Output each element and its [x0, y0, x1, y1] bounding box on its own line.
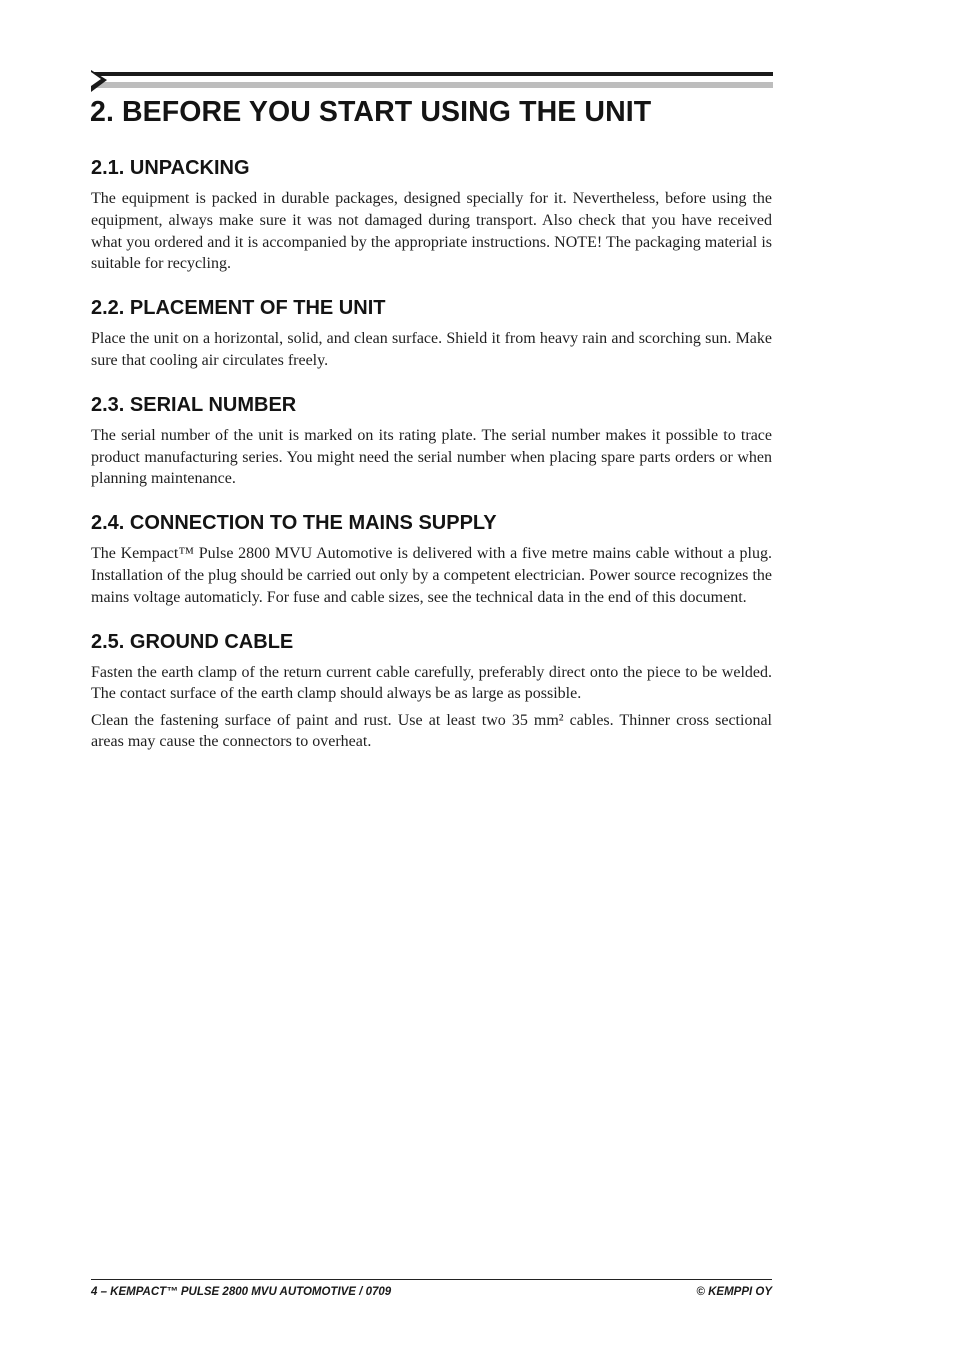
section-unpacking	[91, 156, 772, 275]
section-paragraph: Fasten the earth clamp of the return current cable carefully, preferably direct onto the piece to be welded. The contact surface of the earth clamp should always be as large as possible.	[91, 663, 772, 703]
header-decorative-rule	[91, 70, 773, 92]
section-heading: 2.4. CONNECTION TO THE MAINS SUPPLY	[91, 512, 497, 535]
section-paragraph: The equipment is packed in durable packages, designed specially for it. Nevertheless, before using the equipment, always make sure it was not damaged during transport. Also check that you have received what you ordered and it is accompanied by the appropriate instructions. NOTE! The packaging material is suitable for recycling.	[91, 190, 772, 273]
footer-divider	[91, 1279, 772, 1280]
section-heading: 2.2. PLACEMENT OF THE UNIT	[91, 297, 386, 320]
section-ground-cable	[91, 630, 772, 754]
section-serial-number	[91, 393, 772, 490]
section-paragraph: The serial number of the unit is marked on its rating plate. The serial number makes it possible to trace product manufacturing series. You might need the serial number when placing spare parts orders or when planning maintenance.	[91, 426, 772, 488]
section-paragraph: Clean the fastening surface of paint and rust. Use at least two 35 mm² cables. Thinner cross sectional areas may cause the connectors to overheat.	[91, 711, 772, 751]
page-title: 2. BEFORE YOU START USING THE UNIT	[90, 96, 652, 128]
footer-copyright: © KEMPPI OY	[696, 1286, 772, 1298]
section-heading: 2.5. GROUND CABLE	[91, 630, 294, 653]
section-placement	[91, 296, 772, 372]
section-heading: 2.3. SERIAL NUMBER	[91, 393, 297, 416]
section-mains-connection	[91, 511, 772, 608]
document-body	[91, 156, 772, 774]
section-heading: 2.1. UNPACKING	[91, 157, 250, 179]
section-paragraph: The Kempact™ Pulse 2800 MVU Automotive is delivered with a five metre mains cable without a plug. Installation of the plug should be carried out only by a competent electrician. Power source recognizes the mains voltage automaticly. For fuse and cable sizes, see the technical data in the end of this document.	[91, 545, 772, 606]
footer-page-info: 4 – KEMPACT™ PULSE 2800 MVU AUTOMOTIVE / 0709	[91, 1286, 392, 1298]
section-paragraph: Place the unit on a horizontal, solid, and clean surface. Shield it from heavy rain and scorching sun. Make sure that cooling air circulates freely.	[91, 330, 772, 369]
